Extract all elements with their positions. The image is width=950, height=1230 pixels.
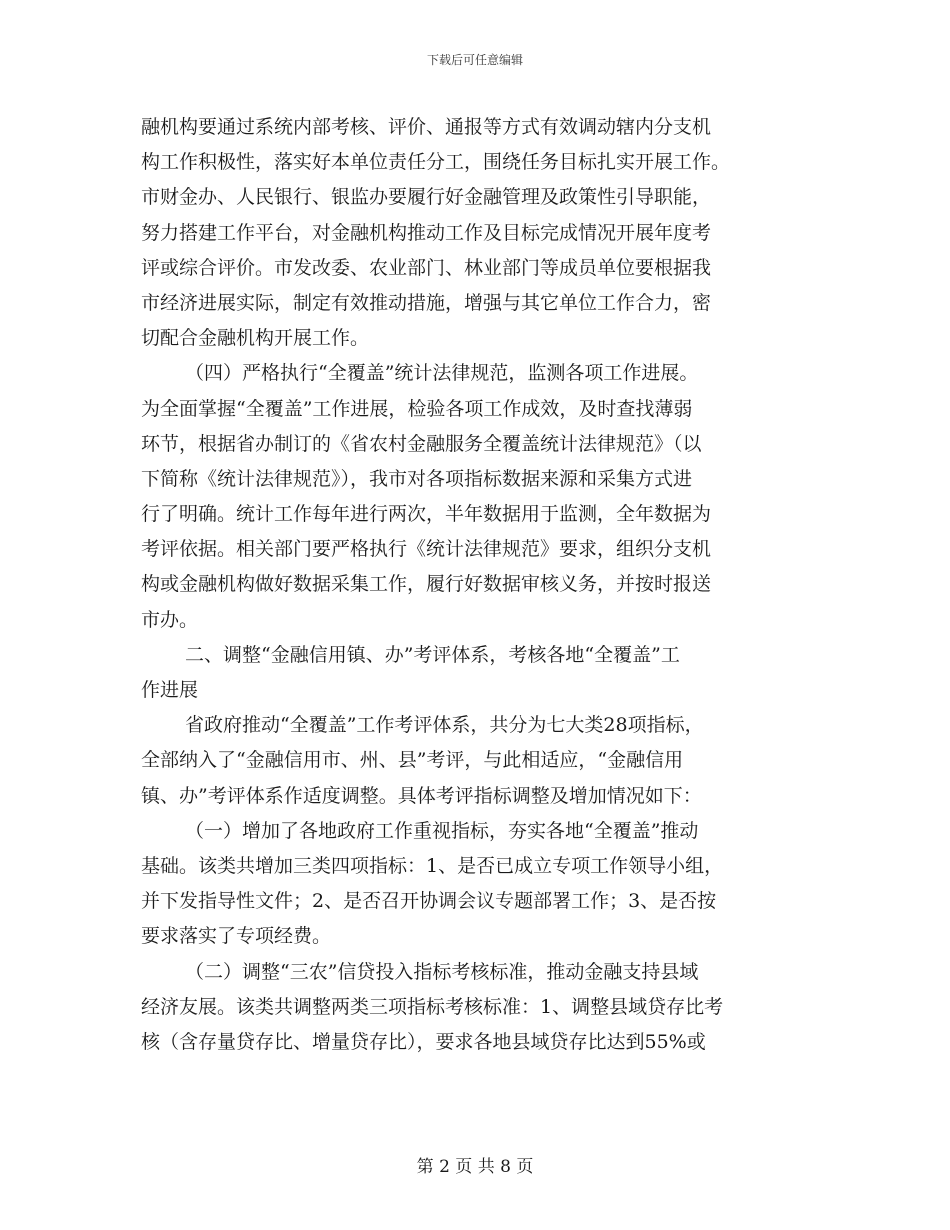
body-line: 考评依据。相关部门要严格执行《统计法律规范》要求，组织分支机: [141, 538, 712, 561]
page-header-note: 下载后可任意编辑: [426, 53, 523, 67]
body-line: 行了明确。统计工作每年进行两次，半年数据用于监测，全年数据为: [141, 503, 712, 526]
body-line: 并下发指导性文件；2、是否召开协调会议专题部署工作；3、是否按: [141, 890, 717, 913]
body-line: 市财金办、人民银行、银监办要履行好金融管理及政策性引导职能，: [141, 186, 712, 209]
body-line: 市办。: [141, 608, 199, 631]
body-line: （四）严格执行“全覆盖”统计法律规范，监测各项工作进展。: [185, 362, 699, 385]
body-line: （二）调整“三农”信贷投入指标考核标准，推动金融支持县域: [185, 960, 699, 983]
body-line: 核（含存量贷存比、增量贷存比），要求各地县域贷存比达到55%或: [141, 1030, 706, 1053]
body-line: 环节，根据省办制订的《省农村金融服务全覆盖统计法律规范》（以: [141, 432, 702, 455]
body-line: 镇、办”考评体系作适度调整。具体考评指标调整及增加情况如下：: [141, 784, 702, 807]
body-line: 切配合金融机构开展工作。: [141, 327, 370, 350]
body-line: 努力搭建工作平台，对金融机构推动工作及目标完成情况开展年度考: [141, 221, 712, 244]
page-number-footer: 第 2 页 共 8 页: [416, 1157, 534, 1177]
body-line: 要求落实了专项经费。: [141, 925, 332, 948]
body-line: 作进展: [141, 679, 199, 701]
document-body: [141, 110, 811, 1060]
body-line: 构或金融机构做好数据采集工作，履行好数据审核义务，并按时报送: [141, 573, 712, 596]
body-line: （一）增加了各地政府工作重视指标，夯实各地“全覆盖”推动: [185, 819, 699, 842]
body-line: 基础。该类共增加三类四项指标：1、是否已成立专项工作领导小组，: [141, 854, 724, 877]
body-line: 市经济进展实际，制定有效推动措施，增强与其它单位工作合力，密: [141, 291, 712, 314]
body-line: 省政府推动“全覆盖”工作考评体系，共分为七大类28项指标，: [185, 714, 704, 737]
body-line: 下简称《统计法律规范》），我市对各项指标数据来源和采集方式进: [141, 467, 693, 490]
body-line: 构工作积极性，落实好本单位责任分工，围绕任务目标扎实开展工作。: [141, 151, 731, 174]
body-line: 融机构要通过系统内部考核、评价、通报等方式有效调动辖内分支机: [141, 116, 712, 138]
body-line: 为全面掌握“全覆盖”工作进展，检验各项工作成效，及时查找薄弱: [141, 397, 693, 420]
body-line: 二、调整“金融信用镇、办”考评体系，考核各地“全覆盖”工: [185, 643, 680, 666]
body-line: 全部纳入了“金融信用市、州、县”考评，与此相适应，“金融信用: [141, 749, 684, 772]
body-line: 评或综合评价。市发改委、农业部门、林业部门等成员单位要根据我: [141, 256, 712, 279]
body-line: 经济友展。该类共调整两类三项指标考核标准：1、调整县域贷存比考: [141, 995, 724, 1018]
